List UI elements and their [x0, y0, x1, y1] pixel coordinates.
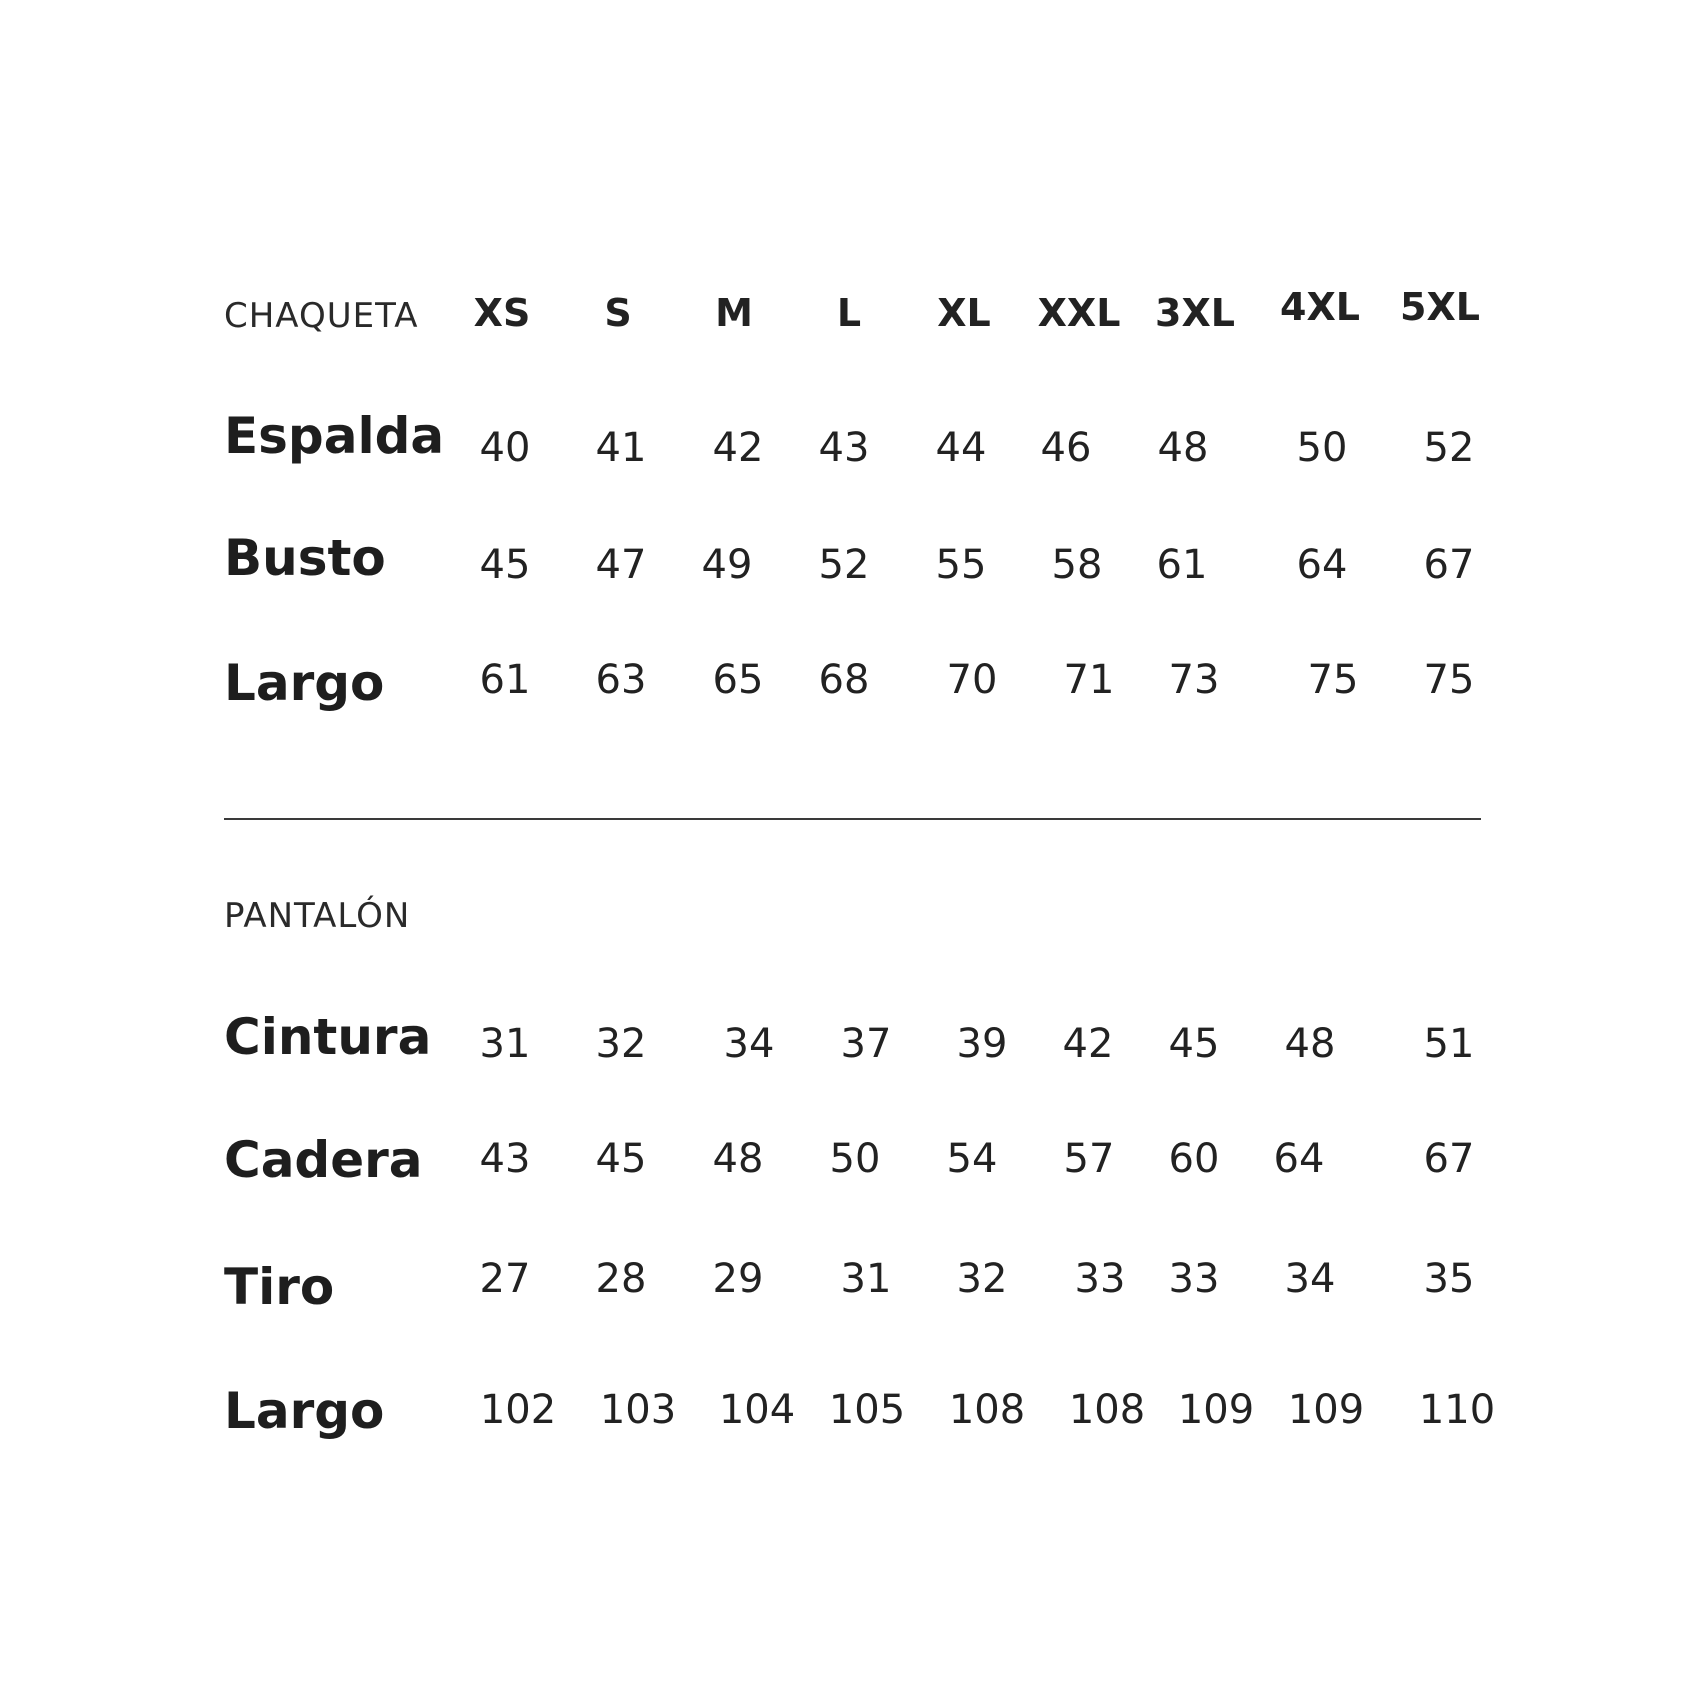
- value-cell: 58: [1051, 542, 1103, 588]
- row-label-largo-chaqueta: Largo: [224, 654, 385, 712]
- value-cell: 64: [1273, 1136, 1325, 1182]
- size-header-xl: XL: [937, 291, 991, 335]
- value-cell: 48: [712, 1136, 764, 1182]
- value-cell: 67: [1423, 542, 1475, 588]
- size-header-l: L: [836, 291, 862, 335]
- value-cell: 75: [1307, 657, 1359, 703]
- value-cell: 102: [479, 1387, 557, 1433]
- value-cell: 31: [840, 1256, 892, 1302]
- value-cell: 64: [1296, 542, 1348, 588]
- size-header-m: M: [715, 291, 753, 335]
- value-cell: 42: [712, 425, 764, 471]
- value-cell: 109: [1287, 1387, 1365, 1433]
- value-cell: 46: [1040, 425, 1092, 471]
- value-cell: 71: [1063, 657, 1115, 703]
- value-cell: 67: [1423, 1136, 1475, 1182]
- value-cell: 42: [1062, 1021, 1114, 1067]
- value-cell: 61: [479, 657, 531, 703]
- value-cell: 33: [1074, 1256, 1126, 1302]
- value-cell: 65: [712, 657, 764, 703]
- value-cell: 34: [1284, 1256, 1336, 1302]
- value-cell: 52: [818, 542, 870, 588]
- size-header-4xl: 4XL: [1280, 285, 1360, 329]
- value-cell: 108: [1068, 1387, 1146, 1433]
- value-cell: 28: [595, 1256, 647, 1302]
- value-cell: 68: [818, 657, 870, 703]
- chaqueta-section-title: CHAQUETA: [224, 296, 419, 336]
- value-cell: 33: [1168, 1256, 1220, 1302]
- value-cell: 57: [1063, 1136, 1115, 1182]
- row-label-largo-pantalon: Largo: [224, 1382, 385, 1440]
- value-cell: 50: [829, 1136, 881, 1182]
- row-label-tiro: Tiro: [224, 1258, 335, 1316]
- value-cell: 29: [712, 1256, 764, 1302]
- size-header-xs: XS: [473, 291, 531, 335]
- value-cell: 27: [479, 1256, 531, 1302]
- value-cell: 44: [935, 425, 987, 471]
- size-header-xxl: XXL: [1037, 291, 1121, 335]
- value-cell: 55: [935, 542, 987, 588]
- row-label-busto: Busto: [224, 529, 386, 587]
- value-cell: 31: [479, 1021, 531, 1067]
- value-cell: 73: [1168, 657, 1220, 703]
- value-cell: 40: [479, 425, 531, 471]
- value-cell: 103: [599, 1387, 677, 1433]
- value-cell: 54: [946, 1136, 998, 1182]
- value-cell: 50: [1296, 425, 1348, 471]
- value-cell: 34: [723, 1021, 775, 1067]
- value-cell: 41: [595, 425, 647, 471]
- size-header-s: S: [604, 291, 632, 335]
- value-cell: 47: [595, 542, 647, 588]
- value-cell: 110: [1418, 1387, 1496, 1433]
- pantalon-section-title: PANTALÓN: [224, 896, 411, 936]
- row-label-espalda: Espalda: [224, 407, 445, 465]
- row-label-cintura: Cintura: [224, 1008, 432, 1066]
- value-cell: 48: [1284, 1021, 1336, 1067]
- value-cell: 32: [956, 1256, 1008, 1302]
- value-cell: 35: [1423, 1256, 1475, 1302]
- value-cell: 39: [956, 1021, 1008, 1067]
- value-cell: 61: [1156, 542, 1208, 588]
- value-cell: 43: [479, 1136, 531, 1182]
- size-header-3xl: 3XL: [1155, 291, 1235, 335]
- row-label-cadera: Cadera: [224, 1131, 423, 1189]
- value-cell: 45: [595, 1136, 647, 1182]
- value-cell: 70: [946, 657, 998, 703]
- value-cell: 45: [479, 542, 531, 588]
- value-cell: 108: [948, 1387, 1026, 1433]
- value-cell: 52: [1423, 425, 1475, 471]
- size-header-5xl: 5XL: [1400, 285, 1480, 329]
- value-cell: 60: [1168, 1136, 1220, 1182]
- value-cell: 32: [595, 1021, 647, 1067]
- value-cell: 45: [1168, 1021, 1220, 1067]
- value-cell: 49: [701, 542, 753, 588]
- value-cell: 105: [828, 1387, 906, 1433]
- value-cell: 104: [718, 1387, 796, 1433]
- value-cell: 51: [1423, 1021, 1475, 1067]
- value-cell: 63: [595, 657, 647, 703]
- value-cell: 109: [1177, 1387, 1255, 1433]
- section-divider: [224, 818, 1481, 820]
- value-cell: 43: [818, 425, 870, 471]
- value-cell: 48: [1157, 425, 1209, 471]
- value-cell: 75: [1423, 657, 1475, 703]
- value-cell: 37: [840, 1021, 892, 1067]
